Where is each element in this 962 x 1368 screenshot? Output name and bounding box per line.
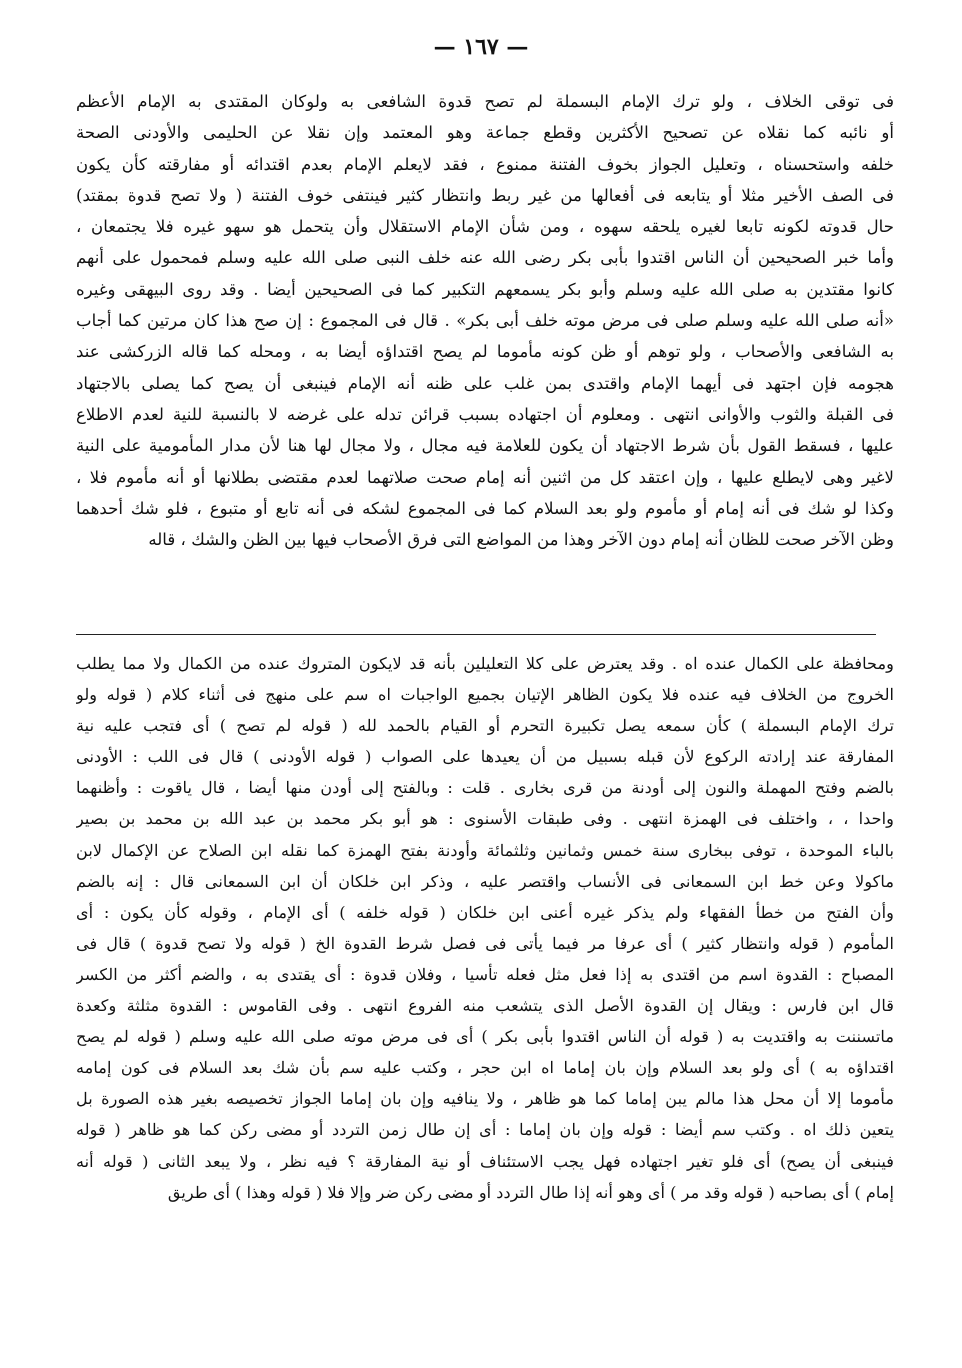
footnote-text [76, 648, 894, 1208]
footnote-line: ماكولا وعن خط ابن السمعانى فى الأنساب واقتصر عليه ، وذكر ابن خلكان أن ابن السمعانى قال : إنه بالضم [76, 871, 894, 891]
main-line: فى الصف الأخير مثلا أو يتابعه فى أفعالها من غير ربط وانتظار كثير فينتفى خوف الفتنة ( ولا تصح قدوة بمقتد) [76, 185, 894, 205]
footnote-line: بالباء الموحدة ، توفى ببخارى سنة خمس وثمانين وثلثمائة وأودنة بفتح الهمزة كما نقله ابن الصلاح عن الإكمال لابن [76, 840, 894, 860]
footnote-line: الخروج من الخلاف فيه عنده فلا يكون الظاهر الإتيان بجميع الواجبات اه سم على منهج فى أثناء كلام ( قوله ولو [76, 685, 894, 705]
main-line: هجومه فإن اجتهد فى أيهما الإمام واقتدى بمن غلب على ظنه أنه الإمام فينبغى أن يصح كما يصلى بالاجتهاد [76, 373, 894, 393]
page-number: — ١٦٧ — [433, 34, 529, 60]
main-line: فى توقى الخلاف ، ولو ترك الإمام البسملة لم تصح قدوة الشافعى به ولوكان المقتدى به الإمام الأعظم [76, 92, 894, 111]
footnote-line: ترك الإمام البسملة ) كأن سمعه يصل تكبيرة التحرم أو القيام بالحمد لله ( قوله لم تصح ) أى فتجب عليه نية [76, 716, 894, 736]
main-line: حال قدوته لكونه تابعا لغيره يلحقه سهوه ، ومن شأن الإمام الاستقلال وأن يتحمل هو سهو غيره فلا يجتمعان ، [76, 217, 894, 237]
main-line: كانوا مقتدين به صلى الله عليه وسلم وأبو بكر يسمعهم التكبير كما فى الصحيحين أيضا . وقد روى البيهقى وغيره [76, 279, 894, 299]
main-line: به الشافعى والأصحاب ، ولو توهم أو ظن كونه مأموما لم يصح اقتداؤه أيضا به ، ومحله كما قاله الزركشى عند [76, 342, 894, 362]
main-line: وكذا لو شك فى أنه إمام أو مأموم ولو بعد السلام كما فى المجموع لشكه فى أنه تابع أو متبوع ، فلو شك أحدهما [76, 498, 894, 518]
main-text [76, 86, 894, 555]
footnote-line: ماتسننت به واقتديت به ( قوله أن الناس اقتدوا بأبى بكر ) أى فى مرض موته صلى الله عليه وسلم ( قوله لم يصح [76, 1027, 894, 1047]
footnote-line: المصباح : القدوة اسم من اقتدى به إذا فعل مثل فعله تأسيا ، وفلان قدوة : أى يقتدى به ، والضم أكثر من الكسر [76, 964, 894, 984]
footnote-line: المفارقة عند إرادته الركوع لأن قبله بسبيل من أن يعيدها على الصواب ( قوله الأودنى ) قال فى اللب : الأودنى [76, 747, 894, 767]
footnote-line: مأموما إلا أن محل هذا مالم يبن إماما كما هو ظاهر ، ولا ينافيه وإن بان إماما الجواز تخصيصه بغير هذه الصورة بل [76, 1089, 894, 1109]
footnote-line: اقتداؤه به ) أى ولو بعد السلام وإن بان إماما اه ابن حجر ، وكتب عليه سم بأن شك بعد السلام فى كون إمامه [76, 1058, 894, 1078]
footnote-line: بالضم وفتح المهملة والنون إلى أودنة من قرى بخارى . قلت : وبالفتح إلى أودن منها أيضا ، قال ياقوت : وأظنهما [76, 778, 894, 798]
main-line: عليها ، فسقط القول بأن شرط الاجتهاد أن يكون للعلامة فيه مجال ، ولا مجال لها هنا لأن مدار المأمومية على النية [76, 436, 894, 456]
main-line: وظن الآخر صحت للظان أنه إمام دون الآخر وهذا من المواضع التى فرق الأصحاب فيها بين الظن والشك ، قاله [148, 530, 894, 550]
footnote-line: فينبغى أن يصح) أى فلو تغير اجتهاده فهل يجب الاستئناف أو نية المفارقة ؟ فيه نظر ، ولا يبعد الثانى ( قوله أنه [76, 1151, 894, 1171]
main-line: أو نائبه كما نقلاه عن تصحيح الأكثرين وقطع جماعة وهو المعتمد وإن نقلا عن الحليمى والأودنى الصحة [76, 123, 894, 143]
footnote-line: وأن الفتح من خطأ الفقهاء ولم يذكر غيره أعنى ابن خلكان ( قوله خلفه ) أى الإمام ، وقوله كأن يكون : أى [76, 902, 894, 922]
footnote-line: قال ابن فارس : ويقال إن القدوة الأصل الذى يتشعب منه الفروع انتهى . وفى القاموس : القدوة مثلثة وكعدة [76, 996, 894, 1016]
footnote-line: ومحافظة على الكمال عنده اه . وقد يعترض على كلا التعليلين بأنه قد لايكون المتروك عنده من الكمال ولا مما يطلب [76, 654, 894, 673]
footnote-line: المأموم ( قوله وانتظار كثير ) أى عرفا مر فيما يأتى فى فصل شرط القدوة الخ ( قوله ولا تصح قدوة ) قال فى [76, 933, 894, 953]
main-line: «أنه صلى الله عليه وسلم صلى فى مرض موته خلف أبى بكر» . قال فى المجموع : إن صح هذا كان مرتين كما أجاب [76, 311, 894, 331]
footnote-line: يتعين ذلك اه . وكتب سم أيضا : قوله وإن بان إماما : أى إن طال زمن التردد أو مضى ركن كما هو ظاهر ( قوله [76, 1120, 894, 1140]
footnote-separator [76, 634, 876, 635]
main-line: خلفه واستحسناه ، وتعليل الجواز بخوف الفتنة ممنوع ، فقد لايعلم الإمام بعدم اقتدائه أو مفارقته كأن يكون [76, 154, 894, 174]
main-line: لاغير وهى لايطلع عليها ، وإن اعتقد كل من اثنين أنه إمام صحت صلاتهما لعدم مقتضى بطلانها أو أنه مأموم فلا ، [76, 467, 894, 487]
footnote-line: واحدا ، ، واختلف فى الهمزة انتهى . وفى طبقات الأسنوى : هو أبو بكر محمد بن عبد الله بن محمد بن بصير [76, 809, 894, 829]
main-line: وأما خبر الصحيحين أن الناس اقتدوا بأبى بكر رضى الله عنه خلف النبى صلى الله عليه وسلم فمحمول على أنهم [76, 248, 894, 268]
main-line: فى القبلة والثوب والأوانى انتهى . ومعلوم أن اجتهاده بسبب قرائن تدله على غرضه لا بالنسبة للنية لعدم الاطلاع [76, 404, 894, 424]
footnote-line: إمام ) أى بصاحبه ( قوله وقد مر ) أى وهو أنه إذا طال التردد أو مضى ركن ضر وإلا فلا ( قوله وهذا ) أى طريق [167, 1182, 894, 1202]
